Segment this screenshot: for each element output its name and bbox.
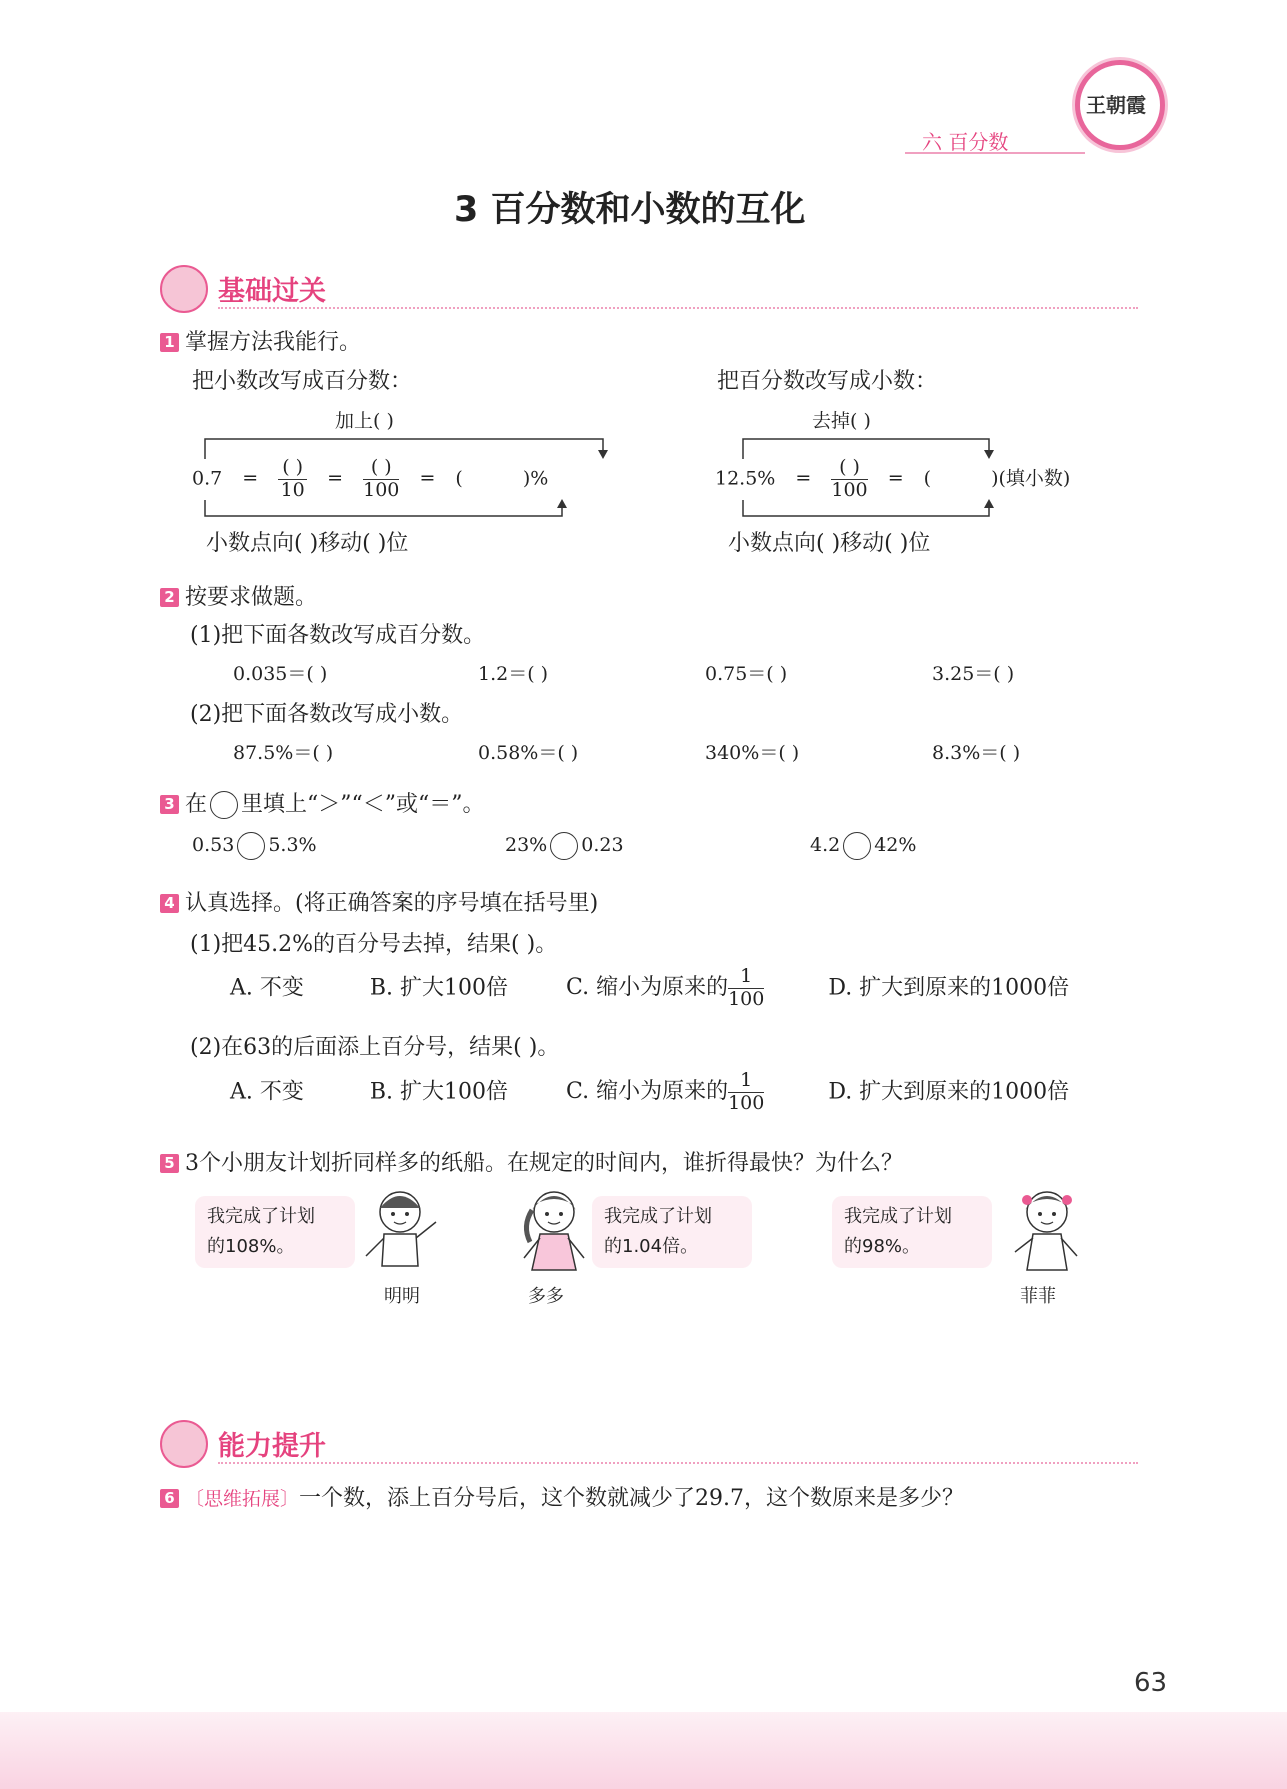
q1-left-label: 把小数改写成百分数： [192,369,413,394]
q3-item-1 [192,832,317,860]
q6-row [160,1481,964,1512]
q4-p1-option-c-den: 100 [728,987,765,1010]
q3-item-3-right: 42% [874,834,917,856]
bubble-duoduo-line2: 的1.04倍。 [604,1236,699,1257]
q3-item-1-left: 0.53 [192,834,235,856]
q1-title-row [160,325,361,356]
bubble-mingming-line1: 我完成了计划 [207,1206,315,1227]
q1-left-frac2-den: 100 [363,478,400,501]
q3-item-2-circle[interactable] [550,832,578,860]
q4-p1-option-c-frac [728,966,764,1011]
q2-p1-item-2[interactable]: 1.2＝( ) [478,663,549,685]
q2-p2-item-4[interactable]: 8.3%＝( ) [932,742,1021,764]
q4-part1-title: (1)把45.2%的百分号去掉，结果( )。 [190,932,558,957]
q2-p2-item-2[interactable]: 0.58%＝( ) [478,742,579,764]
q1-left-frac1 [278,457,307,502]
q4-p2-option-c-den: 100 [728,1091,765,1114]
chapter-label: 六 百分数 [922,130,1009,154]
kid-name-duoduo: 多多 [528,1286,564,1307]
q1-left-equation [192,457,548,502]
page-title: 3 百分数和小数的互化 [454,190,806,230]
q1-number: 1 [160,333,179,352]
q1-right-frac [831,457,867,502]
q2-title-row [160,580,317,611]
q3-item-1-right: 5.3% [268,834,317,856]
q3-item-2 [505,832,624,860]
q4-p1-option-b[interactable]: B. 扩大100倍 [369,975,509,1001]
q1-right-value: 12.5% [715,467,776,490]
section-divider [218,1462,1138,1464]
logo-text: 王朝霞 [1086,93,1146,117]
q5-title: 3个小朋友计划折同样多的纸船。在规定的时间内，谁折得最快？为什么？ [185,1151,903,1176]
q3-title-row [160,787,485,819]
q5-number: 5 [160,1154,179,1173]
q3-number: 3 [160,795,179,814]
q1-right-frac-num[interactable]: ( ) [831,457,867,480]
q2-p2-item-3[interactable]: 340%＝( ) [705,742,800,764]
q1-left-frac1-num[interactable]: ( ) [278,457,307,480]
q4-title: 认真选择。(将正确答案的序号填在括号里) [185,891,599,916]
q3-title-circle-icon [210,791,238,819]
q1-right-result-open[interactable]: ( [923,467,932,490]
q1-left-result-close: )% [522,467,549,490]
section-advance [160,1420,1150,1466]
q1-right-frac-den: 100 [831,478,868,501]
kid-mingming-icon [358,1186,444,1276]
section-advance-title: 能力提升 [218,1431,326,1462]
q6-text: 一个数，添上百分号后，这个数就减少了29.7，这个数原来是多少？ [299,1486,965,1511]
speech-bubble-mingming [195,1196,355,1268]
q5-title-row [160,1146,903,1177]
section-basic [160,265,1150,311]
section-basic-title: 基础过关 [218,276,326,307]
speech-bubble-duoduo [592,1196,752,1268]
q3-item-1-circle[interactable] [237,832,265,860]
q4-p2-option-c-frac [728,1070,764,1115]
q3-item-3-circle[interactable] [843,832,871,860]
q1-left-bottom-arrow [200,498,580,522]
kid-feifei-icon [1005,1186,1091,1276]
q1-title: 掌握方法我能行。 [185,330,362,355]
q2-title: 按要求做题。 [185,585,318,610]
q1-right-eq2: = [887,467,904,490]
q4-p2-option-b[interactable]: B. 扩大100倍 [369,1079,509,1105]
q1-right-result-close: )(填小数) [991,467,1071,490]
q2-p2-item-1[interactable]: 87.5%＝( ) [233,742,334,764]
header-rule [905,152,1085,154]
q1-left-frac1-den: 10 [280,478,305,501]
q6-tag: 〔思维拓展〕 [185,1488,300,1510]
q1-right-label: 把百分数改写成小数： [717,369,938,394]
q4-p1-option-d[interactable]: D. 扩大到原来的1000倍 [828,975,1070,1001]
q1-right-equation [715,457,1070,502]
q6-number: 6 [160,1489,179,1508]
q4-p1-option-c-num: 1 [728,966,764,989]
cartoon-avatar-icon [160,265,208,313]
q1-left-eq2: = [327,467,344,490]
q3-title-pre: 在 [185,792,208,817]
q3-item-2-right: 0.23 [581,834,624,856]
section-divider [218,307,1138,309]
speech-bubble-feifei [832,1196,992,1268]
q4-p2-option-c-text: C. 缩小为原来的 [566,1079,729,1105]
q1-left-frac2-num[interactable]: ( ) [363,457,399,480]
q4-number: 4 [160,894,179,913]
q1-left-eq1: = [242,467,259,490]
q4-part2-options [230,1070,1069,1115]
footer-band [0,1712,1287,1789]
bubble-mingming-line2: 的108%。 [207,1236,295,1257]
q3-item-2-left: 23% [505,834,548,856]
q4-p2-option-c[interactable] [566,1069,765,1114]
bubble-feifei-line2: 的98%。 [844,1236,921,1257]
q1-right-eq1: = [795,467,812,490]
q3-title-post: 里填上“＞”“＜”或“＝”。 [241,792,485,817]
q2-part1-title: (1)把下面各数改写成百分数。 [190,623,486,648]
q4-p1-option-c-text: C. 缩小为原来的 [566,975,729,1001]
q1-right-bottom-arrow [738,498,998,522]
page-number: 63 [1134,1668,1168,1698]
bubble-duoduo-line1: 我完成了计划 [604,1206,712,1227]
q4-part2-title: (2)在63的后面添上百分号，结果( )。 [190,1035,560,1060]
kid-name-feifei: 菲菲 [1020,1286,1056,1307]
q2-part2-title: (2)把下面各数改写成小数。 [190,702,464,727]
q1-right-top-note: 去掉( ) [812,410,871,432]
q4-title-row [160,886,598,917]
cartoon-avatar-icon [160,1420,208,1468]
logo-badge [1075,60,1165,150]
q2-p1-item-1[interactable]: 0.035＝( ) [233,663,328,685]
q1-right-bottom-note: 小数点向( )移动( )位 [728,531,931,556]
q3-item-3 [810,832,916,860]
kid-duoduo-icon [512,1186,598,1276]
q1-left-value: 0.7 [192,467,223,490]
q4-part1-options [230,966,1069,1011]
q4-p2-option-a[interactable]: A. 不变 [230,1079,304,1105]
q1-left-bottom-note: 小数点向( )移动( )位 [206,531,409,556]
q1-left-frac2 [363,457,399,502]
q3-item-3-left: 4.2 [810,834,841,856]
q4-p1-option-a[interactable]: A. 不变 [230,975,304,1001]
q2-p1-item-4[interactable]: 3.25＝( ) [932,663,1015,685]
q1-left-result-open[interactable]: ( [455,467,463,490]
q2-p1-item-3[interactable]: 0.75＝( ) [705,663,788,685]
q4-p1-option-c[interactable] [566,965,765,1010]
q1-left-top-note: 加上( ) [335,410,394,432]
q1-left-eq3: = [419,467,436,490]
bubble-feifei-line1: 我完成了计划 [844,1206,952,1227]
q2-number: 2 [160,588,179,607]
q4-p2-option-d[interactable]: D. 扩大到原来的1000倍 [828,1079,1070,1105]
q4-p2-option-c-num: 1 [728,1070,764,1093]
kid-name-mingming: 明明 [384,1286,420,1307]
